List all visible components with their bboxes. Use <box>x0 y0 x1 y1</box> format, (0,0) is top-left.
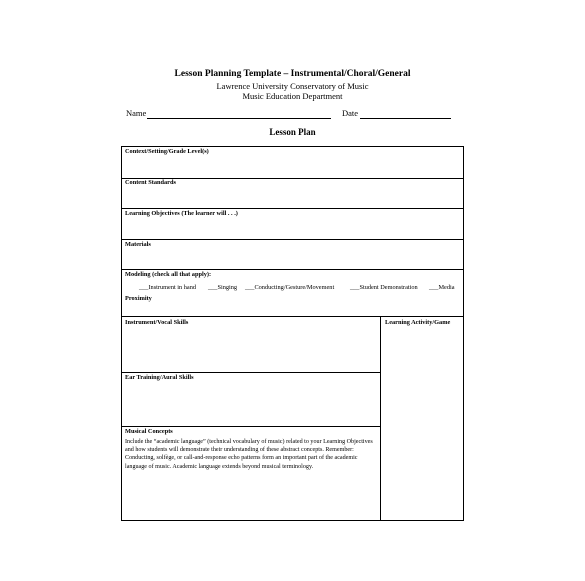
row-divider <box>121 316 464 317</box>
learning-objectives-label: Learning Objectives (The learner will . . .) <box>125 210 238 217</box>
learning-activity-label: Learning Activity/Game <box>385 319 451 326</box>
musical-concepts-label: Musical Concepts <box>125 428 173 435</box>
name-label: Name <box>126 108 147 118</box>
row-divider <box>121 426 380 427</box>
musical-concepts-description: Include the “academic language” (technical vocabulary of music) related to your Learning Objectives and how students will demonstrate their understanding of these abstract concepts. Remember: Conducting, solfège, or call-and-response echo patterns form an important part of the academic language of music. Academic language extends beyond musical terminology. <box>125 439 373 470</box>
document-title: Lesson Planning Template – Instrumental/Choral/General <box>174 69 411 79</box>
ear-training-label: Ear Training/Aural Skills <box>125 374 194 381</box>
institution-name: Lawrence University Conservatory of Music <box>216 81 369 91</box>
modeling-option-singing[interactable]: ___Singing <box>208 284 238 291</box>
date-field[interactable] <box>360 118 451 119</box>
lesson-plan-heading: Lesson Plan <box>269 127 316 137</box>
row-divider <box>121 208 464 209</box>
materials-label: Materials <box>125 241 151 248</box>
row-divider <box>121 372 380 373</box>
department-name: Music Education Department <box>242 91 343 101</box>
date-label: Date <box>342 108 359 118</box>
proximity-label: Proximity <box>125 295 152 302</box>
modeling-label: Modeling (check all that apply): <box>125 271 212 278</box>
name-field[interactable] <box>147 118 331 119</box>
instrument-vocal-skills-label: Instrument/Vocal Skills <box>125 319 189 326</box>
column-divider <box>380 316 381 521</box>
context-label: Context/Setting/Grade Level(s) <box>125 148 209 155</box>
modeling-option-student-demo[interactable]: ___Student Demonstration <box>350 284 418 291</box>
modeling-option-conducting[interactable]: ___Conducting/Gesture/Movement <box>245 284 335 291</box>
row-divider <box>121 239 464 240</box>
modeling-option-instrument[interactable]: ___Instrument in hand <box>139 284 197 291</box>
modeling-option-media[interactable]: ___Media <box>429 284 455 291</box>
content-standards-label: Content Standards <box>125 179 176 186</box>
row-divider <box>121 269 464 270</box>
